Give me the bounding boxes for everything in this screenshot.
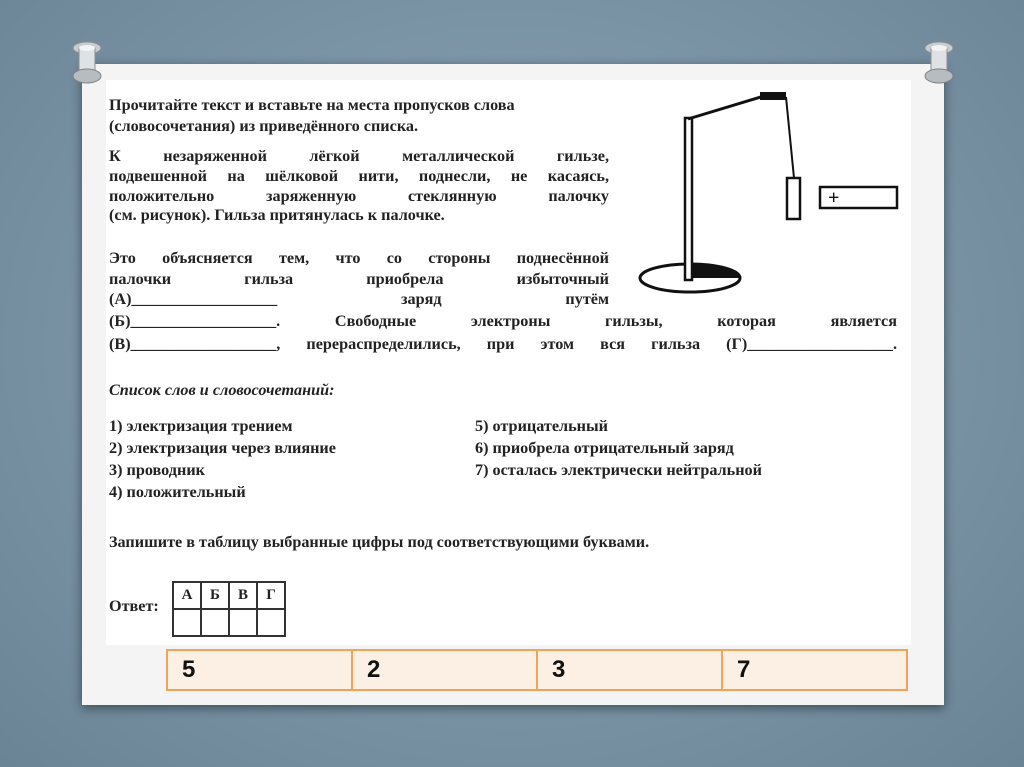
stand-arm xyxy=(688,96,764,119)
answer-key-cell: 3 xyxy=(537,650,722,690)
list-item: 6) приобрела отрицательный заряд xyxy=(475,439,734,457)
explanation-line: (В)__________________, перераспределились, при этом вся гильза (Г)__________________. xyxy=(109,335,897,353)
metal-sleeve xyxy=(787,178,800,219)
explanation-line: палочки гильза приобрела избыточный xyxy=(109,269,609,288)
task-title xyxy=(109,95,609,136)
list-item: 3) проводник xyxy=(109,461,205,479)
word-list-right xyxy=(475,415,762,481)
task-title-line: (словосочетания) из приведённого списка. xyxy=(109,116,419,135)
plus-sign: + xyxy=(828,187,840,209)
explanation-line-v xyxy=(109,334,897,355)
answer-header: В xyxy=(229,582,257,609)
answer-header: А xyxy=(173,582,201,609)
answer-key-cell: 2 xyxy=(352,650,537,690)
answer-header: Б xyxy=(201,582,229,609)
problem-line: К незаряженной лёгкой металлической гильзе, xyxy=(109,147,609,165)
problem-line: подвешенной на шёлковой нити, поднесли, не касаясь, xyxy=(109,166,609,185)
problem-line: (см. рисунок). Гильза притянулась к палочке. xyxy=(109,206,445,225)
stand-base-shadow xyxy=(690,264,740,278)
list-item: 7) осталась электрически нейтральной xyxy=(475,461,762,479)
pushpin-left-icon xyxy=(70,40,104,94)
stand-post xyxy=(685,118,692,280)
explanation-line: Это объясняется тем, что со стороны поднесённой xyxy=(109,249,609,267)
problem-line: положительно заряженную стеклянную палочку xyxy=(109,186,609,205)
answer-cell[interactable] xyxy=(229,609,257,636)
instruction-text: Запишите в таблицу выбранные цифры под соответствующими буквами. xyxy=(109,533,650,551)
answer-table xyxy=(172,581,286,637)
answer-key-table xyxy=(166,649,908,691)
list-item: 2) электризация через влияние xyxy=(109,439,336,457)
answer-cell[interactable] xyxy=(201,609,229,636)
silk-thread xyxy=(786,97,794,178)
explanation-line: (А)__________________ заряд путём xyxy=(109,290,609,308)
arm-clamp xyxy=(760,92,786,100)
answer-key-cell: 7 xyxy=(722,650,907,690)
list-item: 4) положительный xyxy=(109,483,246,501)
list-item: 1) электризация трением xyxy=(109,417,293,435)
task-title-line: Прочитайте текст и вставьте на места пропусков слова xyxy=(109,96,515,114)
word-list-title: Список слов и словосочетаний: xyxy=(109,381,335,399)
answer-header: Г xyxy=(257,582,285,609)
answer-cell[interactable] xyxy=(173,609,201,636)
answer-label: Ответ: xyxy=(109,597,159,615)
answer-key-cell: 5 xyxy=(167,650,352,690)
explanation-text xyxy=(109,248,609,310)
word-list-left xyxy=(109,415,336,503)
answer-cell[interactable] xyxy=(257,609,285,636)
explanation-line-b: (Б)__________________. Свободные электроны гильзы, которая является xyxy=(109,312,897,330)
list-item: 5) отрицательный xyxy=(475,417,608,435)
problem-statement xyxy=(109,147,609,226)
electroscope-diagram xyxy=(636,90,906,300)
pushpin-right-icon xyxy=(922,40,956,94)
